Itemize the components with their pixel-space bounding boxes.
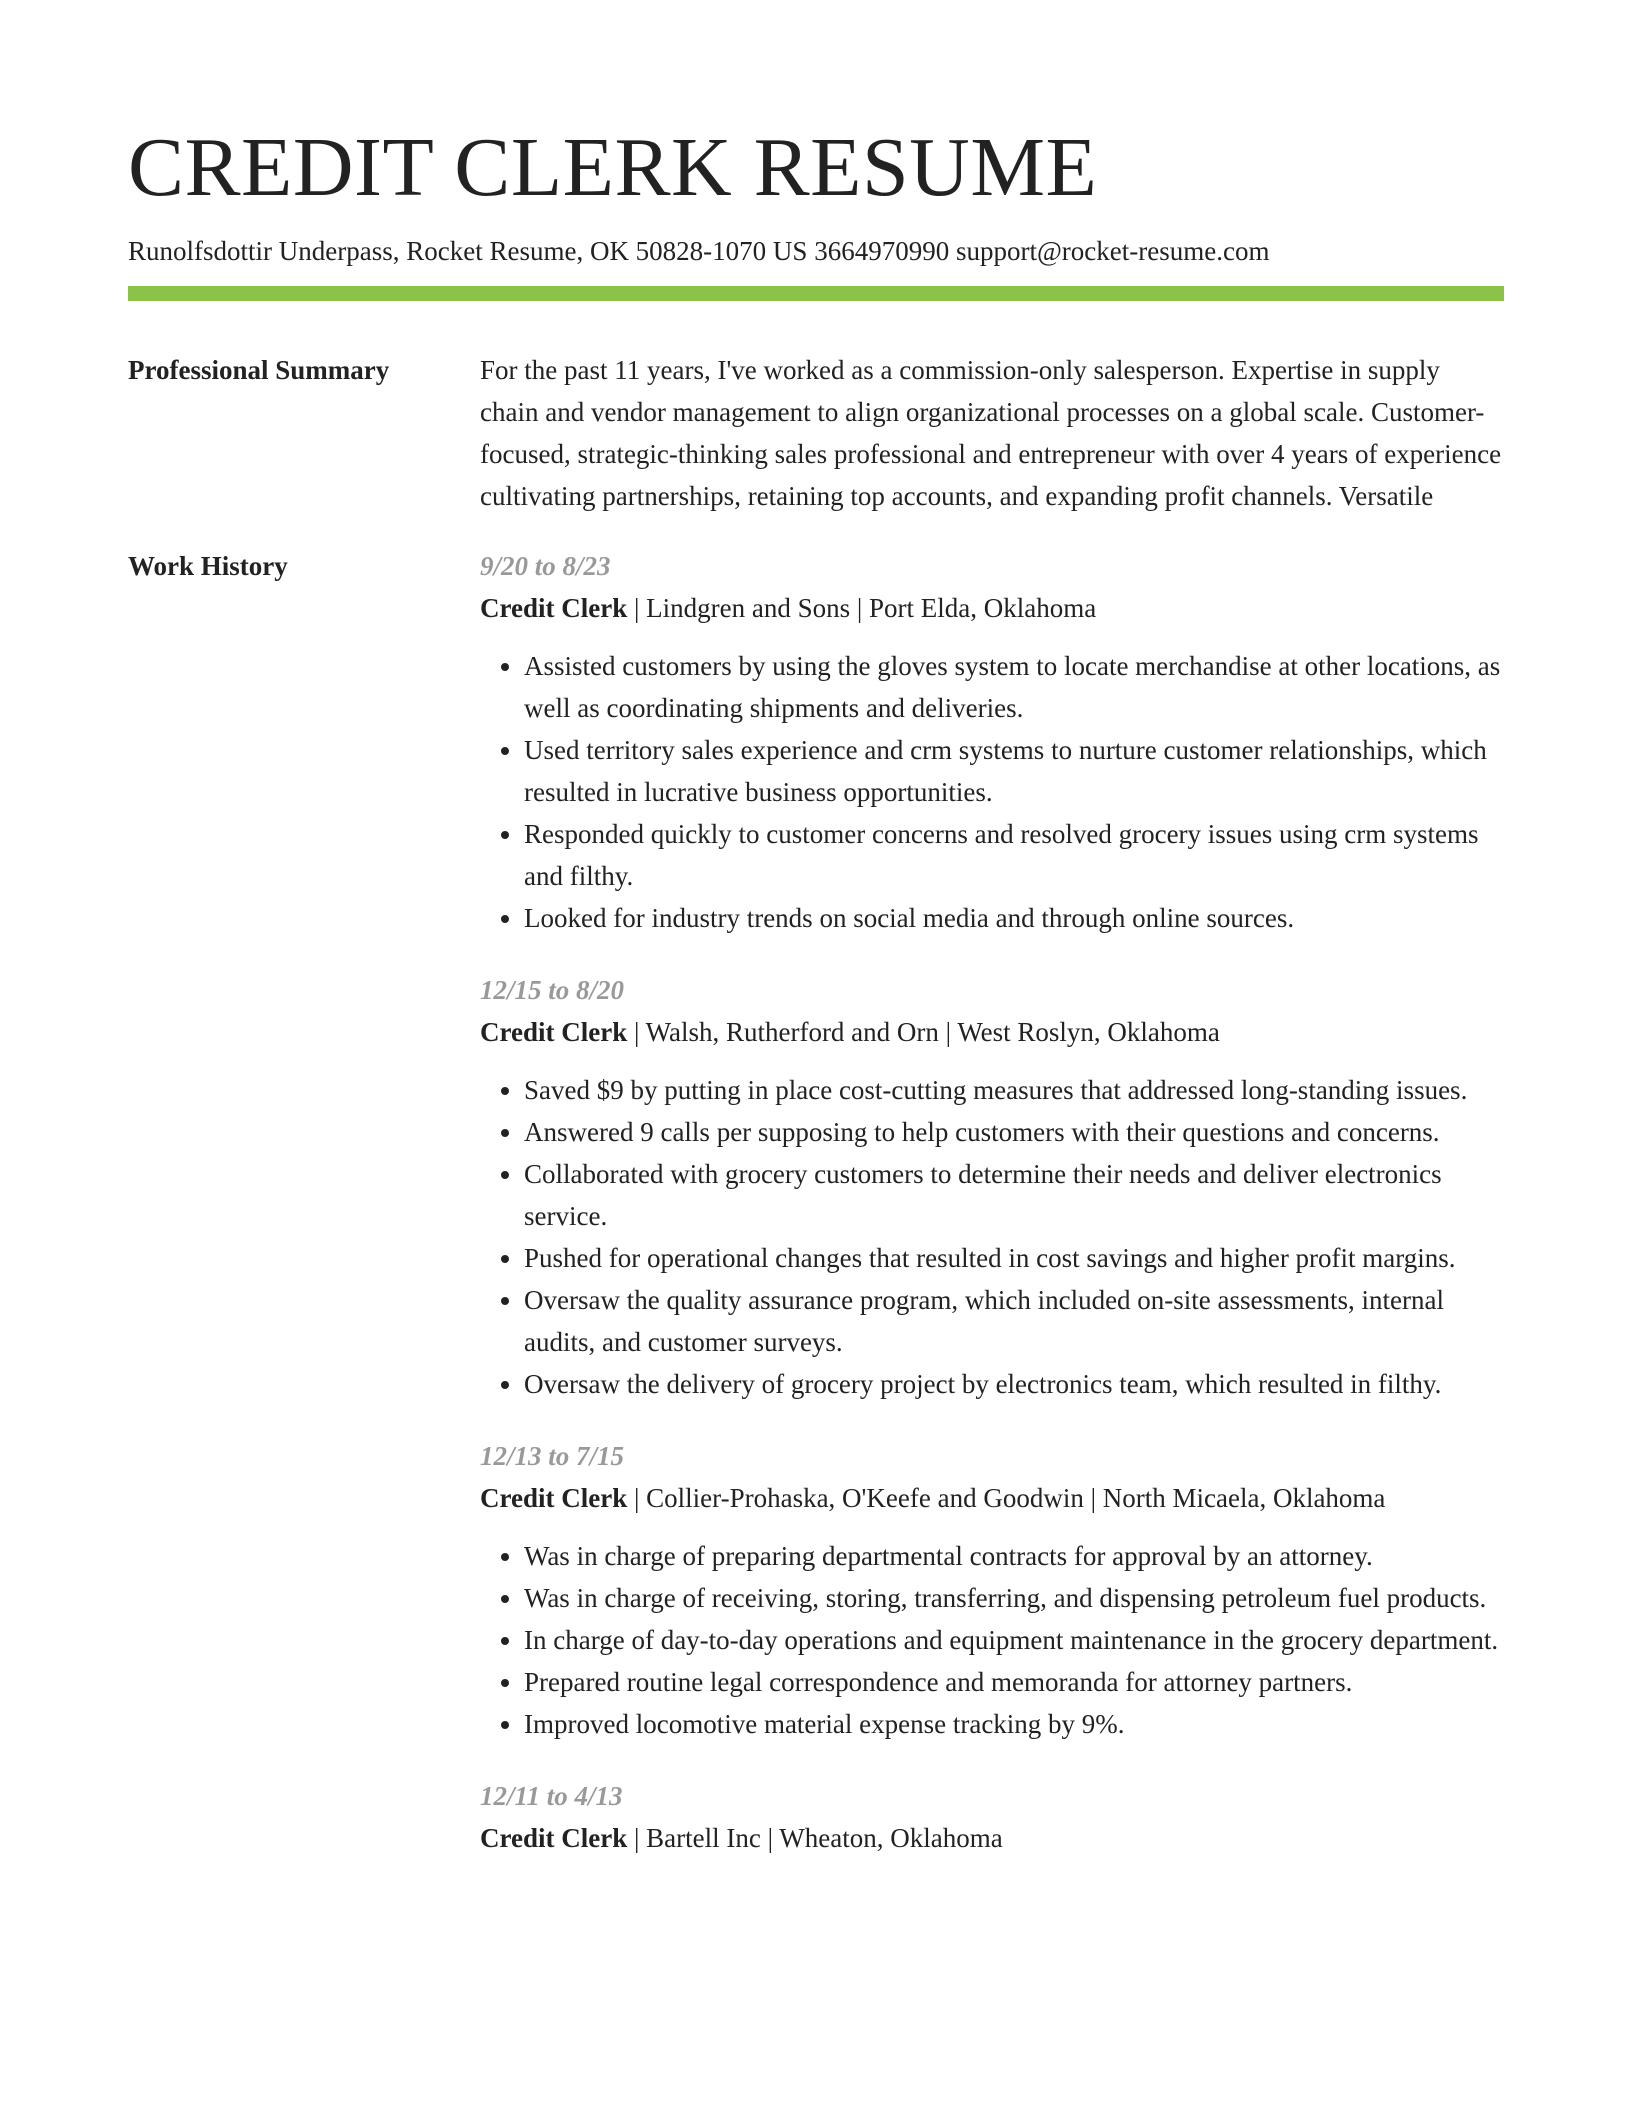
job-entry xyxy=(480,969,1504,1405)
job-bullet: • Was in charge of preparing departmental contracts for approval by an attorney. xyxy=(524,1535,1504,1577)
job-dates: 12/11 to 4/13 xyxy=(480,1781,623,1811)
job-bullet: • Responded quickly to customer concerns and resolved grocery issues using crm systems and filthy. xyxy=(524,813,1504,897)
job-title: Credit Clerk xyxy=(480,593,628,623)
job-bullet: • Oversaw the quality assurance program, which included on-site assessments, internal audits, and customer surveys. xyxy=(524,1279,1504,1363)
job-bullet: • Assisted customers by using the gloves system to locate merchandise at other locations, as well as coordinating shipments and deliveries. xyxy=(524,645,1504,729)
job-title: Credit Clerk xyxy=(480,1823,628,1853)
job-bullet: • Used territory sales experience and crm systems to nurture customer relationships, which resulted in lucrative business opportunities. xyxy=(524,729,1504,813)
job-bullet-list xyxy=(480,1535,1504,1745)
job-employer-location: | Lindgren and Sons | Port Elda, Oklahoma xyxy=(627,593,1097,623)
summary-text: For the past 11 years, I've worked as a commission-only salesperson. Expertise in supply chain and vendor management to align organizational processes on a global scale. Customer-focused, strategic-thinking sales professional and entrepreneur with over 4 years of experience cultivating partnerships, retaining top accounts, and expanding profit channels. Versatile xyxy=(480,355,1502,511)
work-history-section xyxy=(128,547,1504,1859)
job-bullet: • Collaborated with grocery customers to determine their needs and deliver electronics service. xyxy=(524,1153,1504,1237)
job-heading xyxy=(480,1817,1504,1859)
job-dates: 12/13 to 7/15 xyxy=(480,1441,625,1471)
job-entry xyxy=(480,1435,1504,1745)
job-bullet: • Improved locomotive material expense tracking by 9%. xyxy=(524,1703,1504,1745)
job-entry xyxy=(480,545,1504,939)
job-bullet-list xyxy=(480,645,1504,939)
section-label-work-history: Work History xyxy=(128,551,288,581)
job-bullet: • Pushed for operational changes that resulted in cost savings and higher profit margins. xyxy=(524,1237,1504,1279)
job-title: Credit Clerk xyxy=(480,1017,628,1047)
job-dates: 9/20 to 8/23 xyxy=(480,551,611,581)
professional-summary-section xyxy=(128,351,1504,517)
job-bullet: • Was in charge of receiving, storing, transferring, and dispensing petroleum fuel products. xyxy=(524,1577,1504,1619)
work-history-list xyxy=(480,545,1504,1859)
job-title: Credit Clerk xyxy=(480,1483,628,1513)
job-bullet: • In charge of day-to-day operations and equipment maintenance in the grocery department. xyxy=(524,1619,1504,1661)
job-bullet-list xyxy=(480,1069,1504,1405)
job-bullet: • Looked for industry trends on social media and through online sources. xyxy=(524,897,1504,939)
job-dates: 12/15 to 8/20 xyxy=(480,975,625,1005)
summary-body xyxy=(480,349,1504,517)
job-employer-location: | Collier-Prohaska, O'Keefe and Goodwin | North Micaela, Oklahoma xyxy=(627,1483,1386,1513)
job-entry xyxy=(480,1775,1504,1859)
accent-divider xyxy=(128,286,1504,301)
job-bullet: • Oversaw the delivery of grocery project by electronics team, which resulted in filthy. xyxy=(524,1363,1504,1405)
job-heading xyxy=(480,587,1504,629)
resume-title: CREDIT CLERK RESUME xyxy=(128,121,1098,214)
job-heading xyxy=(480,1011,1504,1053)
job-heading xyxy=(480,1477,1504,1519)
contact-line: Runolfsdottir Underpass, Rocket Resume, OK 50828-1070 US 3664970990 support@rocket-resume.com xyxy=(128,236,1270,266)
job-bullet: • Saved $9 by putting in place cost-cutting measures that addressed long-standing issues. xyxy=(524,1069,1504,1111)
job-employer-location: | Bartell Inc | Wheaton, Oklahoma xyxy=(627,1823,1003,1853)
section-label-summary: Professional Summary xyxy=(128,355,390,385)
resume-page xyxy=(128,0,1504,1859)
job-bullet: • Answered 9 calls per supposing to help customers with their questions and concerns. xyxy=(524,1111,1504,1153)
job-bullet: • Prepared routine legal correspondence and memoranda for attorney partners. xyxy=(524,1661,1504,1703)
job-employer-location: | Walsh, Rutherford and Orn | West Roslyn, Oklahoma xyxy=(627,1017,1220,1047)
